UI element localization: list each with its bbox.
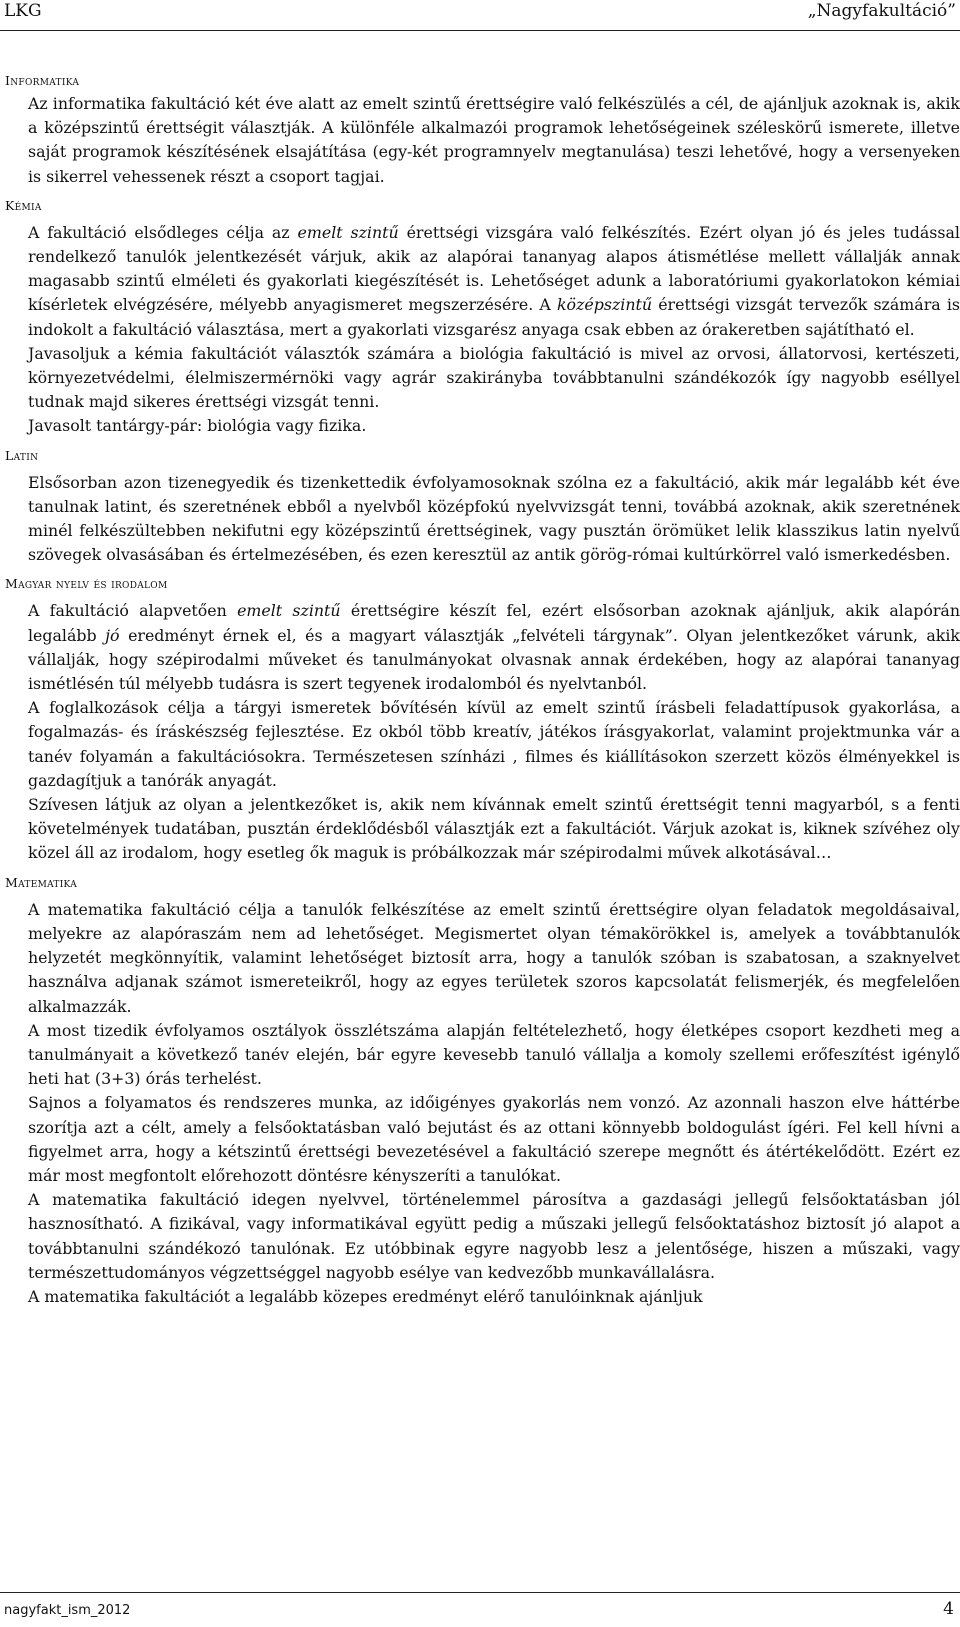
section-title-matematika: Matematika: [5, 874, 78, 890]
section-title-kemia: Kémia: [5, 197, 42, 213]
paragraph: A matematika fakultáció célja a tanulók felkészítése az emelt szintű érettségire olyan feladatok megoldásaival, melyekre az alapóraszám nem ad lehetőséget. Megismertet olyan témakörökkel is, amelyek a továbbtanulók helyzetét megkönnyítik, valamint lehetőséget biztosít arra, hogy a tanulók szóban is szabatosan, a szaknyelvet használva adjanak számot ismereteikről, hogy az egyes területek szoros kapcsolatát felismerjék, és megfelelően alkalmazzák.: [28, 899, 960, 1016]
paragraph: Sajnos a folyamatos és rendszeres munka, az időigényes gyakorlás nem vonzó. Az azonnali haszon elve háttérbe szorítja azt a célt, amely a felsőoktatásban való bejutást és az ottani könnyebb boldogulást ígéri. Fel kell hívni a figyelmet arra, hogy a kétszintű érettségi bevezetésével a fakultáció szerepe megnőtt és átértékelődött. Ezért ez már most megfontolt előrehozott döntésre kényszeríti a tanulókat.: [28, 1093, 960, 1185]
paragraph: Szívesen látjuk az olyan a jelentkezőket is, akik nem kívánnak emelt szintű érettségit tenni magyarból, s a fenti követelmények tudatában, pusztán érdeklődésből választják ezt a fakultációt. Várjuk azokat is, kiknek szívéhez oly közel áll az irodalom, hogy esetleg ők maguk is próbálkozzak már szépirodalmi művek alkotásával…: [28, 795, 960, 863]
section-latin: [0, 445, 960, 568]
document-body: [0, 70, 960, 1309]
paragraph: Javasoljuk a kémia fakultációt választók számára a biológia fakultáció is mivel az orvosi, állatorvosi, kertészeti, környezetvédelmi, élelmiszermérnöki vagy agrár szakirányba továbbtanulni szándékozók így nagyobb eséllyel tudnak majd sikeres érettségi vizsgát tenni.: [28, 343, 960, 412]
paragraph: A most tizedik évfolyamos osztályok összlétszáma alapján feltételezhető, hogy életképes csoport kezdheti meg a tanulmányait a következő tanév elején, bár egyre kevesebb tanuló vállalja a komoly szellemi erőfeszítést igénylő heti hat (3+3) órás terhelést.: [28, 1020, 960, 1089]
page-footer: [0, 1592, 960, 1627]
paragraph: Az informatika fakultáció két éve alatt az emelt szintű érettségire való felkészülés a cél, de ajánljuk azoknak is, akik a középszintű érettségit választják. A különféle alkalmazói programok lehetőségeinek széleskörű ismerete, illetve saját programok készítésének elsajátítása (egy-két programnyelv megtanulása) teszi lehetővé, hogy a versenyeken is sikerrel vehessenek részt a csoport tagjai.: [28, 94, 960, 186]
section-title-informatika: Informatika: [5, 73, 80, 88]
section-title-latin: Latin: [5, 447, 39, 463]
section-matematika: [0, 872, 960, 1309]
section-kemia: [0, 195, 960, 439]
footer-file-name: nagyfakt_ism_2012: [4, 1603, 131, 1618]
section-title-magyar: Magyar nyelv és irodalom: [5, 576, 168, 592]
header-school-code: LKG: [4, 1, 42, 21]
section-magyar: [0, 573, 960, 865]
paragraph: A matematika fakultációt a legalább közepes eredményt elérő tanulóinknak ajánljuk: [28, 1286, 703, 1306]
section-informatika: [0, 70, 960, 189]
paragraph: Javasolt tantárgy-pár: biológia vagy fizika.: [28, 416, 367, 436]
paragraph: A fakultáció elsődleges célja az emelt szintű érettségi vizsgára való felkészítés. Ezért olyan jó és jeles tudással rendelkező tanulók jelentkezését várjuk, akik az alapórai tananyag alapos átismétlése mellett vállalják annak magasabb szintű elméleti és gyakorlati kiegészítését is. Lehetőséget adunk a laboratóriumi gyakorlatokon kémiai kísérletek elvégzésére, mélyebb anyagismeret megszerzésére. A középszintű érettségi vizsgát tervezők számára is indokolt a fakultáció választása, mert a gyakorlati vizsgarész anyaga csak ebben az órakeretben sajátítható el.: [28, 222, 960, 339]
paragraph: A foglalkozások célja a tárgyi ismeretek bővítésén kívül az emelt szintű írásbeli feladattípusok gyakorlása, a fogalmazás- és íráskészség fejlesztése. Ez okból több kreatív, játékos írásgyakorlat, valamint projektmunka vár a tanév folyamán a fakultációsokra. Természetesen színházi , filmes és kiállításokon szerzett közös élményekkel is gazdagítjuk a tanórák anyagát.: [28, 698, 960, 790]
paragraph: A matematika fakultáció idegen nyelvvel, történelemmel párosítva a gazdasági jellegű felsőoktatásban jól hasznosítható. A fizikával, vagy informatikával együtt pedig a műszaki jellegű felsőoktatáshoz biztosít jó alapot a továbbtanulni szándékozó tanulónak. Ez utóbbinak egyre nagyobb lesz a jelentősége, hiszen a műszaki, vagy természettudományos végzettséggel nagyobb esélye van kedvezőbb munkavállalásra.: [28, 1190, 960, 1282]
page-header: [0, 0, 960, 31]
page-number: 4: [943, 1599, 954, 1619]
paragraph: A fakultáció alapvetően emelt szintű érettségire készít fel, ezért elsősorban azoknak ajánljuk, akik alapórán legalább jó eredményt érnek el, és a magyart választják „felvételi tárgynak”. Olyan jelentkezőket várunk, akik vállalják, hogy szépirodalmi műveket és tanulmányokat olvasnak annak érdekében, hogy az alapórai tananyag ismétlésén túl mélyebb tudásra is szert tegyenek irodalomból és nyelvtanból.: [28, 601, 960, 694]
header-document-title: „Nagyfakultáció”: [807, 1, 956, 21]
paragraph: Elsősorban azon tizenegyedik és tizenkettedik évfolyamosoknak szólna ez a fakultáció, akik már legalább két éve tanulnak latint, és szeretnének ebből a nyelvből középfokú nyelvvizsgát tenni, továbbá azoknak, akik szeretnének minél felkészültebben nekifutni egy középszintű érettséginek, vagy pusztán örömüket lelik klasszikus latin nyelvű szövegek olvasásában és értelmezésében, és ezen keresztül az antik görög-római kultúrkörrel való ismerkedésben.: [28, 472, 960, 565]
